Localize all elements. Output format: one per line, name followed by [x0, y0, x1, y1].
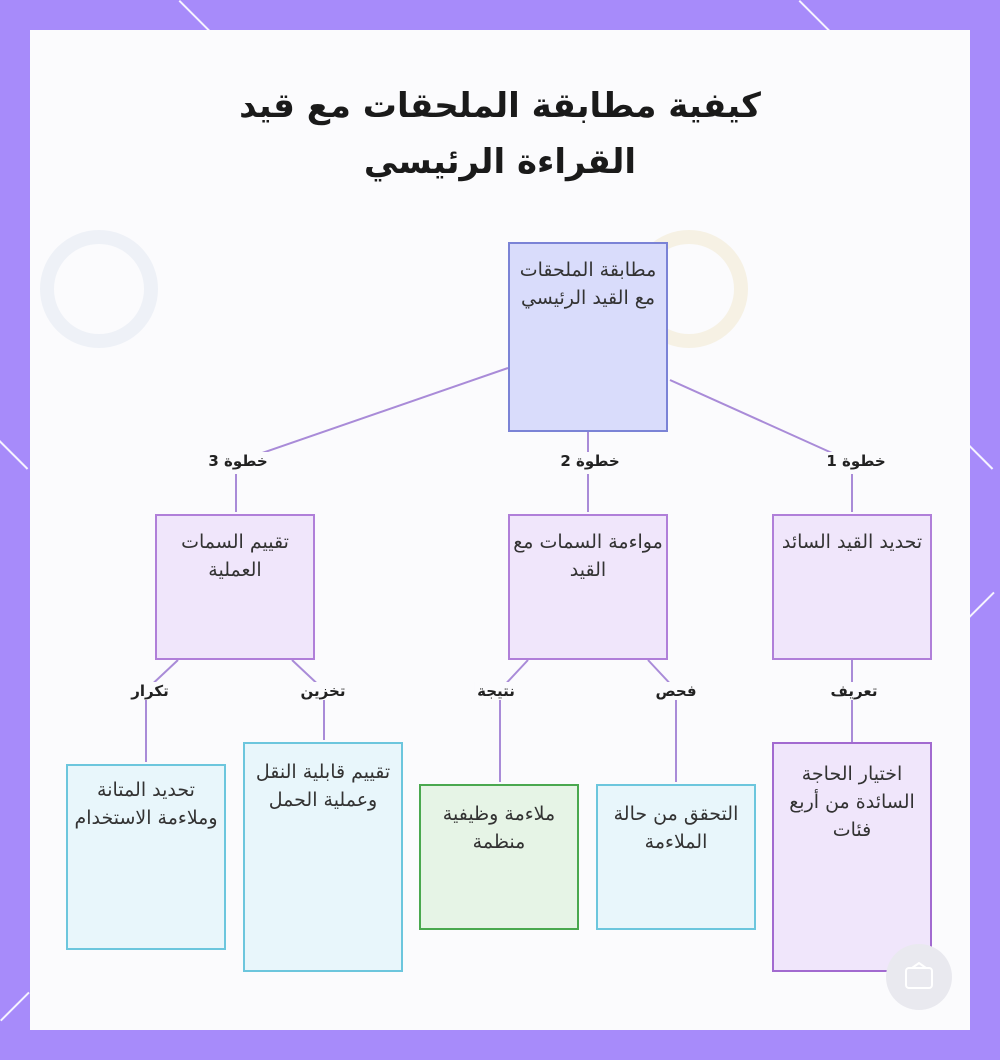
edge-step3-storage: [292, 660, 324, 740]
leaf-choose-need-label: اختيار الحاجة السائدة من أربع فئات: [789, 763, 915, 841]
edge-label-define: تعريف: [828, 682, 881, 700]
title-line-2: القراءة الرئيسي: [363, 142, 637, 182]
leaf-durability-node: [66, 764, 226, 950]
step1-node-label: تحديد القيد السائد: [781, 531, 923, 553]
root-node-label: مطابقة الملحقات مع القيد الرئيسي: [519, 259, 657, 309]
leaf-functional-fit-label: ملاءمة وظيفية منظمة: [442, 803, 556, 853]
edge-label-step3: خطوة 3: [205, 452, 270, 470]
edge-step3-repeat: [146, 660, 178, 762]
edge-label-storage: تخزين: [298, 682, 349, 700]
title-line-1: كيفية مطابقة الملحقات مع قيد: [239, 86, 761, 126]
edge-label-step1: خطوة 1: [823, 452, 888, 470]
step3-node-label: تقييم السمات العملية: [181, 531, 289, 581]
leaf-choose-need-node: [772, 742, 932, 972]
leaf-functional-fit-node: [419, 784, 579, 930]
edge-root-step1: [670, 380, 852, 462]
edge-label-result: نتيجة: [474, 682, 518, 700]
leaf-portability-label: تقييم قابلية النقل وعملية الحمل: [255, 761, 391, 811]
step3-node: [155, 514, 315, 660]
leaf-durability-label: تحديد المتانة وملاءمة الاستخدام: [74, 779, 218, 829]
edge-label-check: فحص: [652, 682, 699, 700]
leaf-verify-fit-node: [596, 784, 756, 930]
step1-node: [772, 514, 932, 660]
step2-node-label: مواءمة السمات مع القيد: [513, 531, 663, 581]
root-node: [508, 242, 668, 432]
edge-step2-result: [500, 660, 528, 782]
step2-node: [508, 514, 668, 660]
leaf-verify-fit-label: التحقق من حالة الملاءمة: [613, 803, 739, 853]
edge-root-step3: [236, 368, 508, 462]
leaf-portability-node: [243, 742, 403, 972]
brand-logo-icon: [886, 944, 952, 1010]
edge-step2-check: [648, 660, 676, 782]
edge-label-repeat: تكرار: [128, 682, 171, 700]
edge-label-step2: خطوة 2: [557, 452, 622, 470]
